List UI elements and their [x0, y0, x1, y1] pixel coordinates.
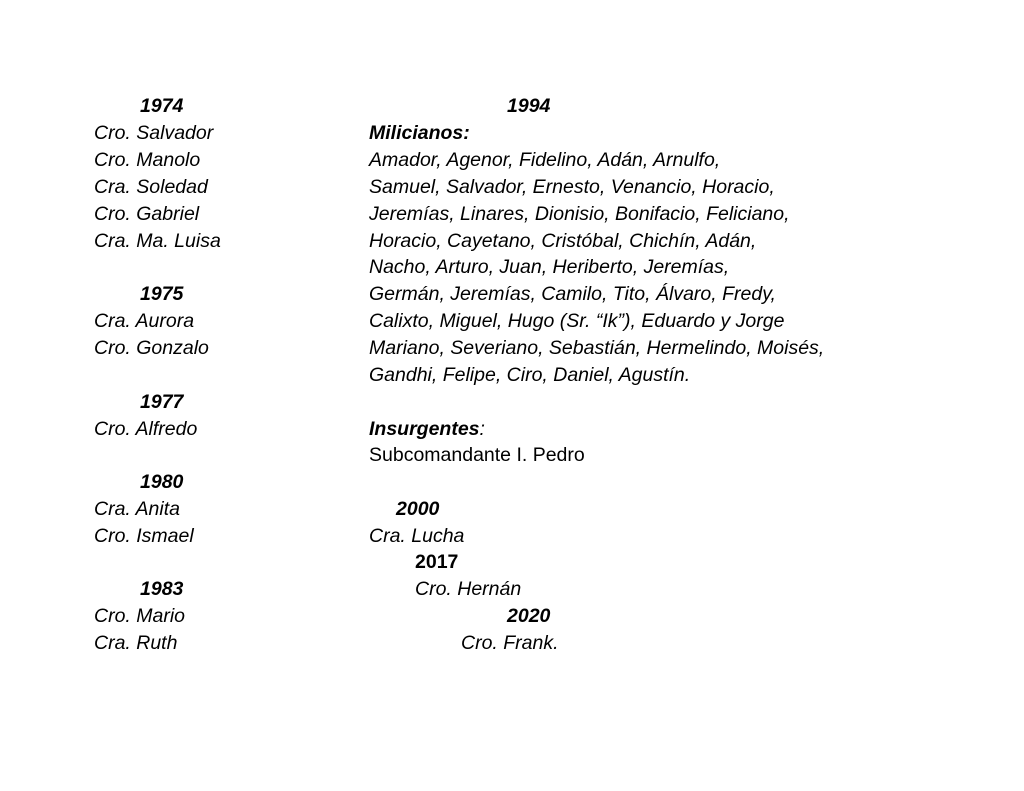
- name-entry: Cra. Anita: [94, 498, 180, 520]
- year-heading-2017: 2017: [415, 551, 459, 573]
- name-entry: Cro. Ismael: [94, 525, 194, 547]
- insurgentes-name: Subcomandante I. Pedro: [369, 444, 585, 466]
- name-entry: Cra. Soledad: [94, 176, 208, 198]
- year-heading-2020: 2020: [507, 605, 551, 627]
- milicianos-line: Samuel, Salvador, Ernesto, Venancio, Horacio,: [369, 176, 775, 198]
- milicianos-line: Nacho, Arturo, Juan, Heriberto, Jeremías,: [369, 256, 730, 278]
- milicianos-heading: Milicianos:: [369, 122, 470, 144]
- insurgentes-heading-line: [369, 420, 485, 440]
- milicianos-line: Horacio, Cayetano, Cristóbal, Chichín, Adán,: [369, 230, 757, 252]
- name-entry: Cra. Ma. Luisa: [94, 230, 221, 252]
- name-entry: Cro. Salvador: [94, 122, 214, 144]
- name-entry: Cro. Gabriel: [94, 203, 200, 225]
- milicianos-line: Germán, Jeremías, Camilo, Tito, Álvaro, Fredy,: [369, 283, 776, 305]
- insurgentes-heading: Insurgentes: [369, 418, 480, 440]
- name-entry: Cro. Gonzalo: [94, 337, 209, 359]
- milicianos-line: Calixto, Miguel, Hugo (Sr. “Ik”), Eduardo y Jorge: [369, 310, 785, 332]
- year-heading-1994: 1994: [507, 95, 551, 117]
- year-heading-1983: 1983: [140, 578, 184, 600]
- insurgentes-colon: :: [479, 418, 485, 440]
- name-entry: Cro. Frank.: [461, 632, 559, 654]
- year-heading-2000: 2000: [396, 498, 440, 520]
- name-entry: Cro. Alfredo: [94, 418, 198, 440]
- year-heading-1975: 1975: [140, 283, 184, 305]
- name-entry: Cra. Lucha: [369, 525, 465, 547]
- name-entry: Cra. Aurora: [94, 310, 195, 332]
- name-entry: Cro. Hernán: [415, 578, 522, 600]
- milicianos-line: Amador, Agenor, Fidelino, Adán, Arnulfo,: [369, 149, 721, 171]
- name-entry: Cro. Mario: [94, 605, 186, 627]
- milicianos-line: Jeremías, Linares, Dionisio, Bonifacio, Feliciano,: [369, 203, 790, 225]
- milicianos-line: Mariano, Severiano, Sebastián, Hermelindo, Moisés,: [369, 337, 825, 359]
- milicianos-line: Gandhi, Felipe, Ciro, Daniel, Agustín.: [369, 364, 691, 386]
- name-entry: Cra. Ruth: [94, 632, 178, 654]
- name-entry: Cro. Manolo: [94, 149, 201, 171]
- year-heading-1980: 1980: [140, 471, 184, 493]
- year-heading-1974: 1974: [140, 95, 184, 117]
- year-heading-1977: 1977: [140, 391, 184, 413]
